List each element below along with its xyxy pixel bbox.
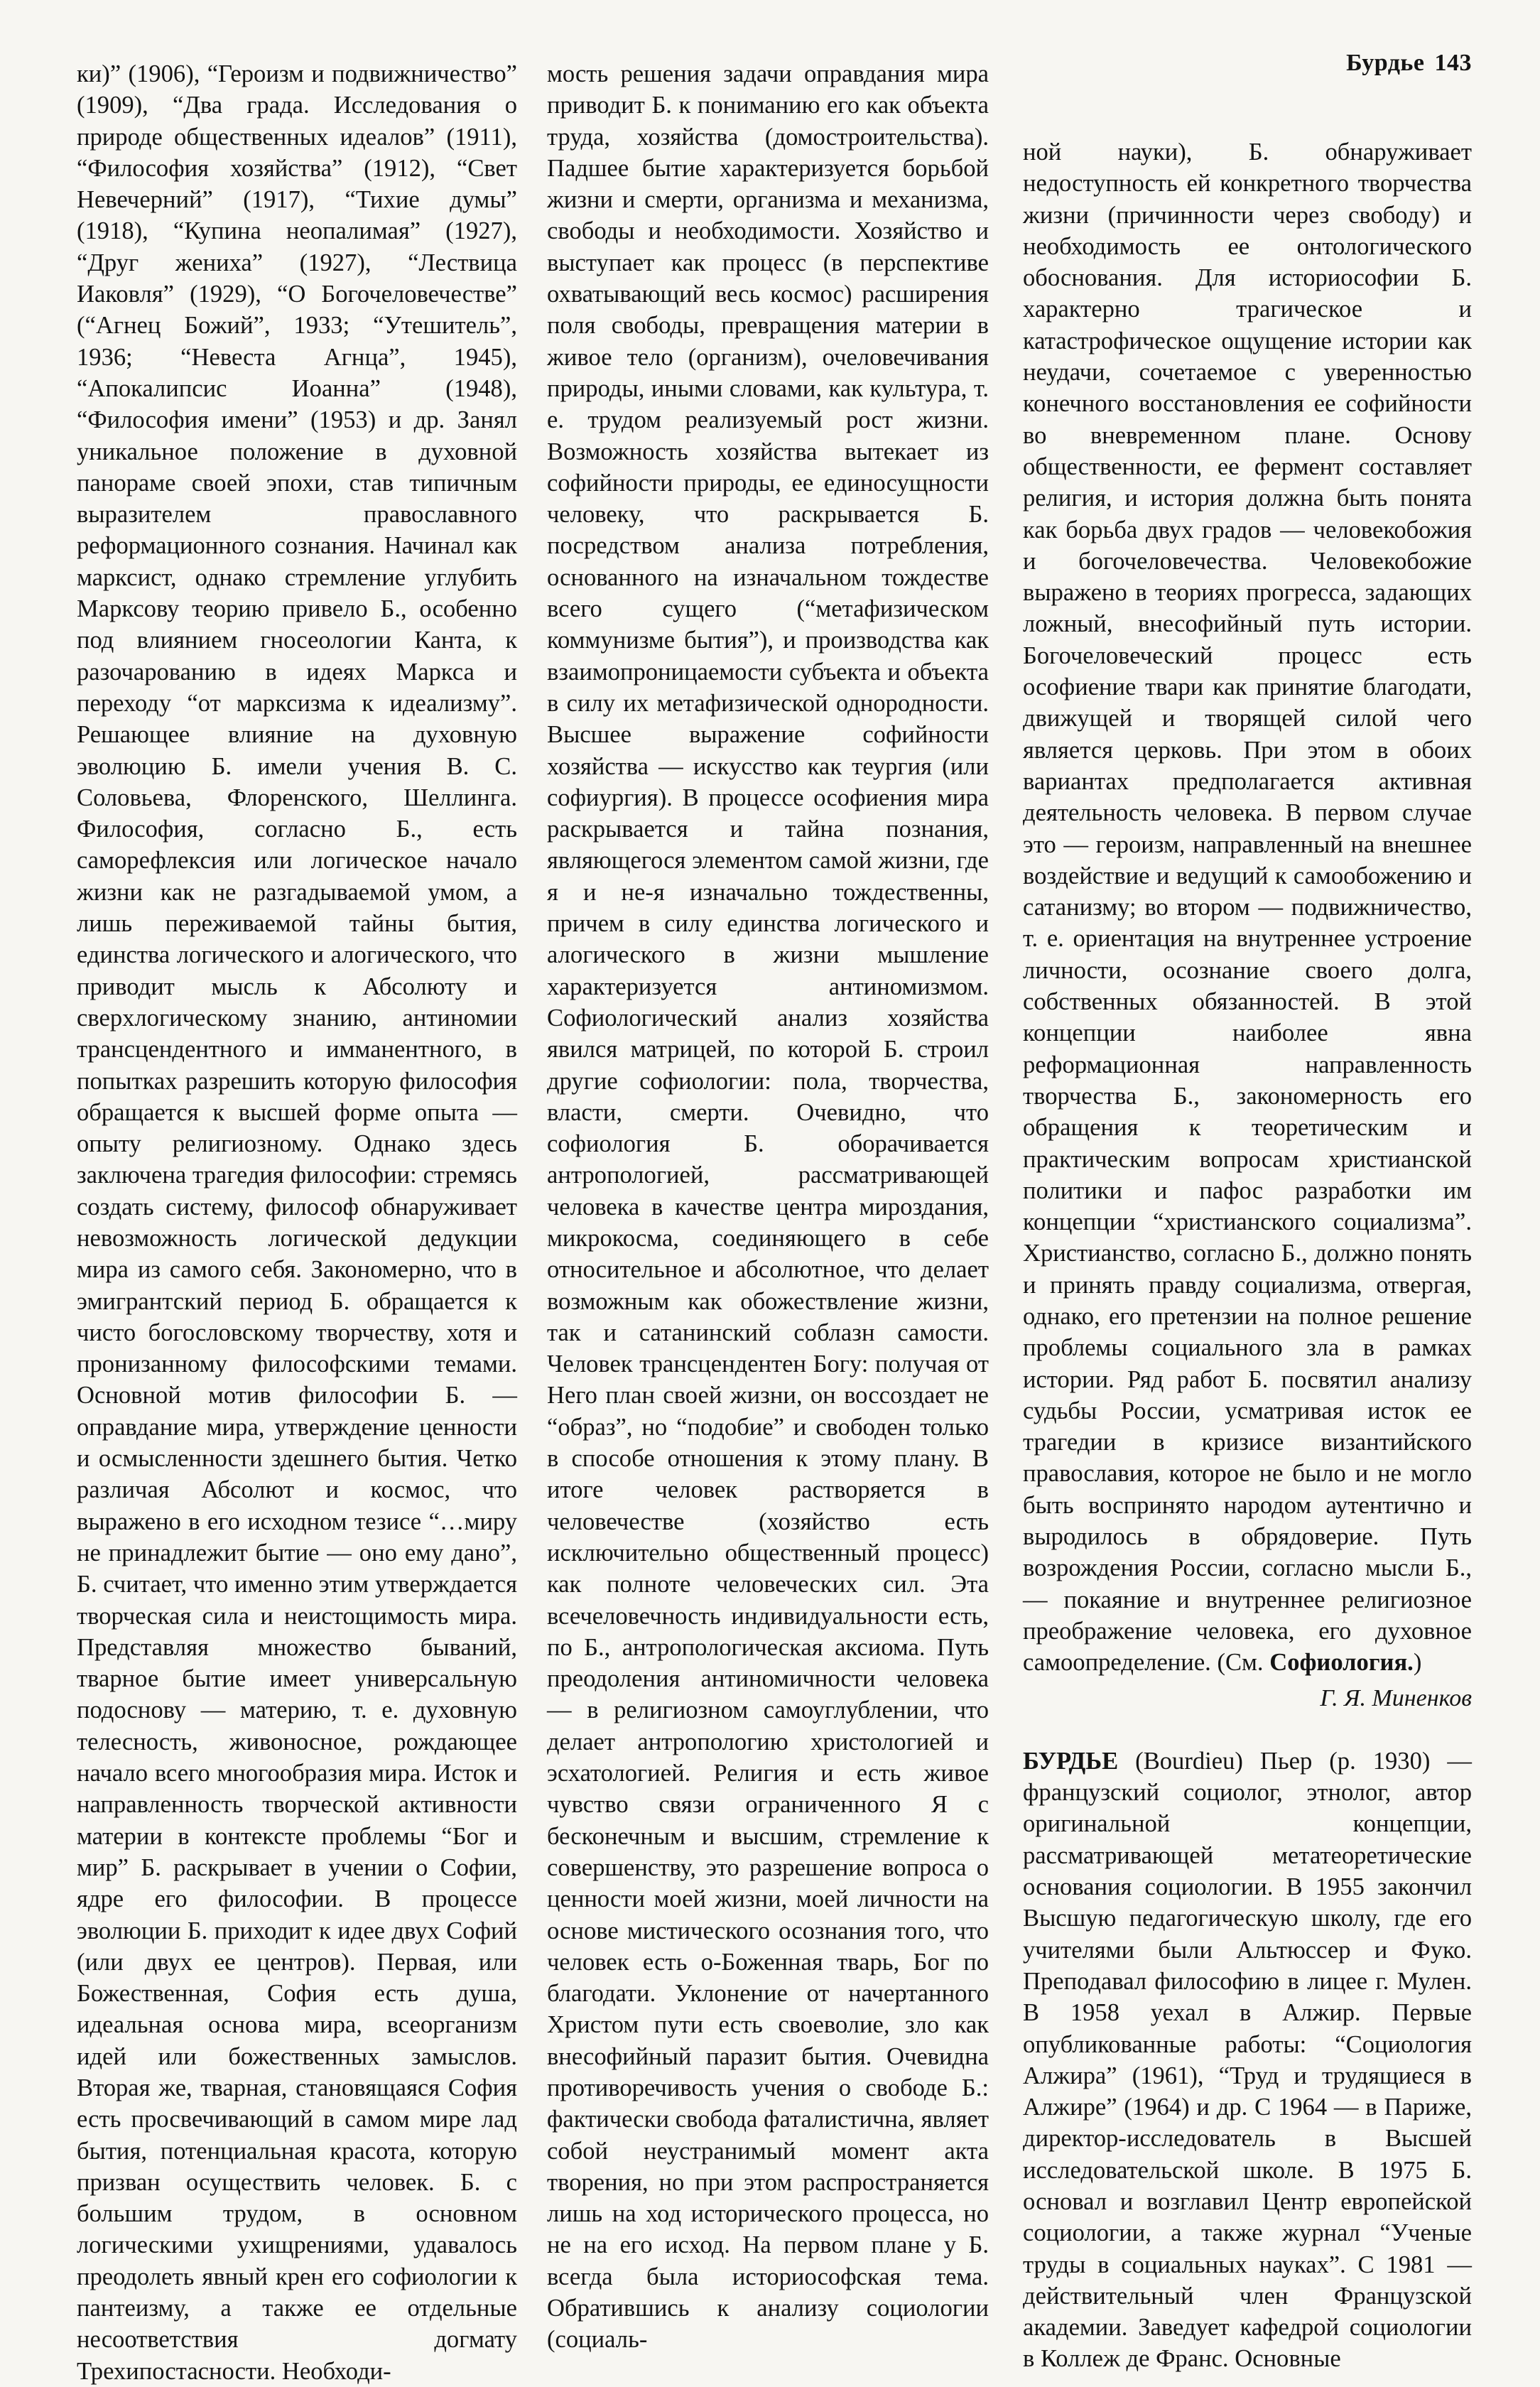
cross-reference-link[interactable]: Софиология.: [1269, 1649, 1414, 1677]
running-head: [1346, 50, 1472, 77]
text-column-2: [547, 58, 989, 2356]
author-signature: Г. Я. Миненков: [1320, 1684, 1472, 1711]
entry-text: (Bourdieu) Пьер (р. 1930) — французский социолог, этнолог, автор оригинальной концепции, рассматривающей метатеоретические основания социологии. В 1955 закончил Высшую педагогическую школу, где его учителями были Альтюссер и Фуко. Преподавал философию в лицее г. Мулен. В 1958 уехал в Алжир. Первые опубликованные работы: “Социология Алжира” (1961), “Труд и трудящиеся в Алжире” (1964) и др. С 1964 — в Париже, директор-исследователь в Высшей исследовательской школе. В 1975 Б. основал и возглавил Центр европейской социологии, а также журнал “Ученые труды в социальных науках”. С 1981 — действительный член Французской академии. Заведует кафедрой социологии в Коллеж де Франс. Основные: [1023, 1747, 1472, 2373]
dictionary-entry: [1023, 1745, 1472, 2375]
text-column-3: [1023, 136, 1472, 2375]
article-text-continued: мость решения задачи оправдания мира приводит Б. к пониманию его как объекта труда, хозяйства (домостроительства). Падшее бытие характеризуется борьбой жизни и смерти, организма и механизма, свободы и необходимости. Хозяйство и выступает как процесс (в перспективе охватывающий весь космос) расширения поля свободы, превращения материи в живое тело (организм), очеловечивания природы, иными словами, как культура, т. е. трудом реализуемый рост жизни. Возможность хозяйства вытекает из софийности природы, ее единосущности человеку, что раскрывается Б. посредством анализа потребления, основанного на изначальном тождестве всего сущего (“метафизическом коммунизме бытия”), и производства как взаимопроницаемости субъекта и объекта в силу их метафизической однородности. Высшее выражение софийности хозяйства — искусство как теургия (или софиургия). В процессе ософиения мира раскрывается и тайна познания, являющегося элементом самой жизни, где я и не-я изначально тождественны, причем в силу единства логического и алогического в жизни мышление характеризуется антиномизмом. Софиологический анализ хозяйства явился матрицей, по которой Б. строил другие софиологии: пола, творчества, власти, смерти. Очевидно, что софиология Б. оборачивается антропологией, рассматривающей человека в качестве центра мироздания, микрокосма, соединяющего в себе относительное и абсолютное, что делает возможным как обожествление жизни, так и сатанинский соблазн самости. Человек трансцендентен Богу: получая от Него план своей жизни, он воссоздает не “образ”, но “подобие” и свободен только в способе отношения к этому плану. В итоге человек растворяется в человечестве (хозяйство есть исключительно общественный процесс) как полноте человеческих сил. Эта всечеловечность индивидуальности есть, по Б., антропологическая аксиома. Путь преодоления антиномичности человека — в религиозном самоуглублении, что делает антропологию христологией и эсхатологией. Религия и есть живое чувство связи ограниченного Я с бесконечным и высшим, стремление к совершенству, это разрешение вопроса о ценности моей жизни, моей личности на основе мистического осознания того, что человек есть о-Боженная тварь, Бог по благодати. Уклонение от начертанного Христом пути есть своеволие, зло как внесофийный паразит бытия. Очевидна противоречивость учения о свободе Б.: фактически свобода фаталистична, являет собой неустранимый момент акта творения, но при этом распространяется лишь на ход исторического процесса, но не на его исход. На первом плане у Б. всегда была историософская тема. Обратившись к анализу социологии (социаль-: [547, 60, 989, 2354]
running-head-word: Бурдье: [1346, 50, 1425, 76]
text-column-1: [77, 58, 517, 2387]
article-text-continued: ки)” (1906), “Героизм и подвижничество” (1909), “Два града. Исследования о природе общественных идеалов” (1911), “Философия хозяйства” (1912), “Свет Невечерний” (1917), “Тихие думы” (1918), “Купина неопалимая” (1927), “Друг жениха” (1927), “Лествица Иаковля” (1929), “О Богочеловечестве” (“Агнец Божий”, 1933; “Утешитель”, 1936; “Невеста Агнца”, 1945), “Апокалипсис Иоанна” (1948), “Философия имени” (1953) и др. Занял уникальное положение в духовной панораме своей эпохи, став типичным выразителем православного реформационного сознания. Начинал как марксист, однако стремление углубить Марксову теорию привело Б., особенно под влиянием гносеологии Канта, к разочарованию в идеях Маркса и переходу “от марксизма к идеализму”. Решающее влияние на духовную эволюцию Б. имели учения В. С. Соловьева, Флоренского, Шеллинга. Философия, согласно Б., есть саморефлексия или логическое начало жизни как не разгадываемой умом, а лишь переживаемой тайны бытия, единства логического и алогического, что приводит мысль к Абсолюту и сверхлогическому знанию, антиномии трансцендентного и имманентного, в попытках разрешить которую философия обращается к высшей форме опыта — опыту религиозному. Однако здесь заключена трагедия философии: стремясь создать систему, философ обнаруживает невозможность логической дедукции мира из самого себя. Закономерно, что в эмигрантский период Б. обращается к чисто богословскому творчеству, хотя и пронизанному философскими темами. Основной мотив философии Б. — оправдание мира, утверждение ценности и осмысленности здешнего бытия. Четко различая Абсолют и космос, что выражено в его исходном тезисе “…миру не принадлежит бытие — оно ему дано”, Б. считает, что именно этим утверждается творческая сила и неистощимость мира. Представляя множество бываний, тварное бытие имеет универсальную подоснову — материю, т. е. духовную телесность, живоносное, рождающее начало всего многообразия мира. Исток и направленность творческой активности материи в контексте проблемы “Бог и мир” Б. раскрывает в учении о Софии, ядре его философии. В процессе эволюции Б. приходит к идее двух Софий (или двух ее центров). Первая, или Божественная, София есть душа, идеальная основа мира, всеорганизм идей или божественных замыслов. Вторая же, тварная, становящаяся София есть просвечивающий в самом мире лад бытия, потенциальная красота, которую призван осуществить человек. Б. с большим трудом, в основном логическими ухищрениями, удавалось преодолеть явный крен его софиологии к пантеизму, а также ее отдельные несоответствия догмату Трехипостасности. Необходи-: [77, 60, 517, 2385]
closing-paren: ): [1413, 1649, 1422, 1677]
entry-headword: БУРДЬЕ: [1023, 1747, 1119, 1775]
article-text-continued: [1023, 136, 1472, 1679]
article-text-tail: ной науки), Б. обнаруживает недоступность ей конкретного творчества жизни (причинности через свободу) и необходимость ее онтологического обоснования. Для историософии Б. характерно трагическое и катастрофическое ощущение истории как неудачи, сочетаемое с уверенностью конечного восстановления ее софийности во вневременном плане. Основу общественности, ее фермент составляет религия, и история должна быть понята как борьба двух градов — человекобожия и богочеловечества. Человекобожие выражено в теориях прогресса, задающих ложный, внесофийный путь истории. Богочеловеческий процесс есть ософиение твари как принятие благодати, движущей и творящей силой чего является церковь. При этом в обоих вариантах предполагается активная деятельность человека. В первом случае это — героизм, направленный на внешнее воздействие и ведущий к самообожению и сатанизму; во втором — подвижничество, т. е. ориентация на внутреннее устроение личности, осознание своего долга, собственных обязанностей. В этой концепции наиболее явна реформационная направленность творчества Б., закономерность его обращения к теоретическим и практическим вопросам христианской политики и пафос разработки им концепции “христианского социализма”. Христианство, согласно Б., должно понять и принять правду социализма, отвергая, однако, его претензии на полное решение проблемы социального зла в рамках истории. Ряд работ Б. посвятил анализу судьбы России, усматривая исток ее трагедии в кризисе византийского православия, которое не было и не могло быть воспринято народом аутентично и выродилось в обрядоверие. Путь возрождения России, согласно мысли Б., — покаяние и внутреннее религиозное преображение человека, его духовное самоопределение. (См.: [1023, 139, 1472, 1677]
page-number: 143: [1434, 50, 1472, 76]
